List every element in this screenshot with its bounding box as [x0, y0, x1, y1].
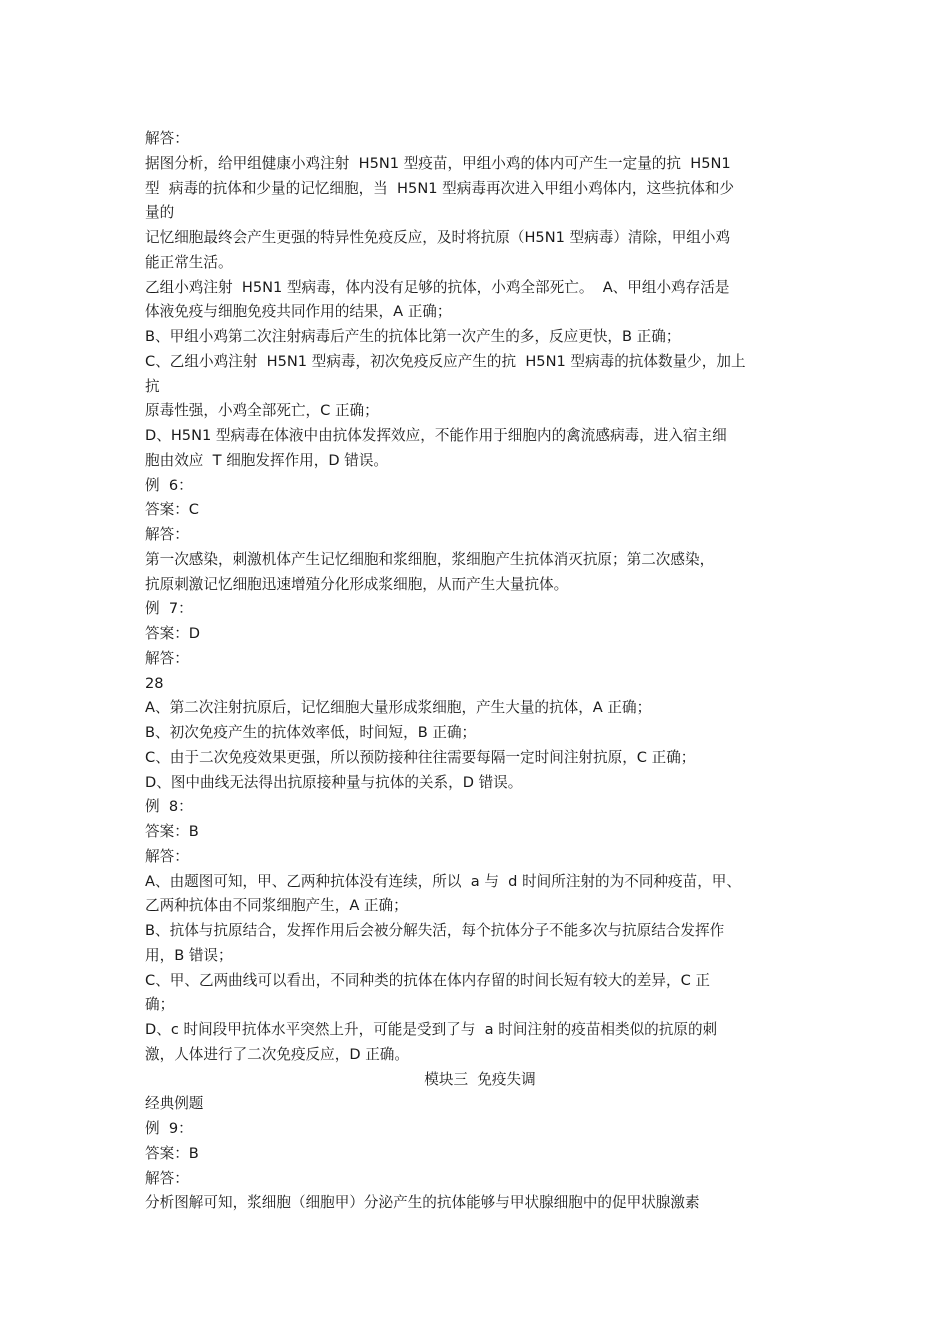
text-line: 解答： — [145, 130, 189, 147]
text-line: 用，B 错误； — [145, 946, 233, 964]
text-line: D、c 时间段甲抗体水平突然上升，可能是受到了与 a 时间注射的疫苗相类似的抗原的刺 — [145, 1021, 718, 1038]
answer-line: 答案：B — [145, 823, 199, 840]
text-line: B、初次免疫产生的抗体效率低，时间短，B 正确； — [145, 724, 477, 741]
text-line: 确； — [145, 996, 175, 1014]
solution-heading: 解答： — [145, 1169, 189, 1187]
text-line: 抗 — [145, 377, 160, 395]
example-heading: 例 7： — [145, 600, 193, 618]
text-line: D、H5N1 型病毒在体液中由抗体发挥效应，不能作用于细胞内的禽流感病毒，进入宿主细 — [145, 427, 727, 444]
text-line: 体液免疫与细胞免疫共同作用的结果，A 正确； — [145, 303, 452, 321]
answer-line: 答案：D — [145, 625, 201, 642]
document-page — [145, 127, 815, 1216]
text-line: 量的 — [145, 204, 175, 222]
answer-line: 答案：C — [145, 501, 199, 519]
section-title: 模块三 免疫失调 — [424, 1070, 536, 1088]
text-line: 第一次感染，刺激机体产生记忆细胞和浆细胞，浆细胞产生抗体消灭抗原；第二次感染， — [145, 550, 715, 568]
solution-heading: 解答： — [145, 526, 189, 543]
text-line: A、由题图可知，甲、乙两种抗体没有连续，所以 a 与 d 时间所注射的为不同种疫苗，甲、 — [145, 872, 741, 890]
text-line: 记忆细胞最终会产生更强的特异性免疫反应，及时将抗原（H5N1 型病毒）清除，甲组小鸡 — [145, 229, 731, 246]
text-line: C、乙组小鸡注射 H5N1 型病毒，初次免疫反应产生的抗 H5N1 型病毒的抗体数量少，加上 — [145, 352, 746, 370]
example-heading: 例 9： — [145, 1120, 193, 1137]
text-line: A、第二次注射抗原后，记忆细胞大量形成浆细胞，产生大量的抗体，A 正确； — [145, 699, 652, 717]
text-line: 型 病毒的抗体和少量的记忆细胞，当 H5N1 型病毒再次进入甲组小鸡体内，这些抗体和少 — [145, 179, 735, 197]
example-heading: 例 6： — [145, 476, 193, 494]
solution-heading: 解答： — [145, 649, 189, 667]
subsection-heading: 经典例题 — [145, 1095, 204, 1113]
text-line: D、图中曲线无法得出抗原接种量与抗体的关系，D 错误。 — [145, 773, 523, 791]
text-line: 能正常生活。 — [145, 253, 233, 271]
text-line: 激，人体进行了二次免疫反应，D 正确。 — [145, 1045, 409, 1063]
text-line: B、抗体与抗原结合，发挥作用后会被分解失活，每个抗体分子不能多次与抗原结合发挥作 — [145, 922, 725, 939]
text-line: 据图分析，给甲组健康小鸡注射 H5N1 型疫苗，甲组小鸡的体内可产生一定量的抗 H5N1 — [145, 154, 731, 172]
text-line: 乙两种抗体由不同浆细胞产生，A 正确； — [145, 897, 408, 915]
text-line: 抗原刺激记忆细胞迅速增殖分化形成浆细胞，从而产生大量抗体。 — [145, 575, 569, 593]
answer-line: 答案：B — [145, 1144, 199, 1162]
text-line: 分析图解可知，浆细胞（细胞甲）分泌产生的抗体能够与甲状腺细胞中的促甲状腺激素 — [145, 1194, 700, 1212]
page-number: 28 — [145, 674, 164, 692]
example-heading: 例 8： — [145, 798, 193, 816]
text-line: B、甲组小鸡第二次注射病毒后产生的抗体比第一次产生的多，反应更快，B 正确； — [145, 328, 681, 345]
text-line: 原毒性强，小鸡全部死亡，C 正确； — [145, 402, 379, 420]
solution-heading: 解答： — [145, 847, 189, 865]
text-line: C、甲、乙两曲线可以看出，不同种类的抗体在体内存留的时间长短有较大的差异，C 正 — [145, 971, 710, 989]
text-line: C、由于二次免疫效果更强，所以预防接种往往需要每隔一定时间注射抗原，C 正确； — [145, 748, 696, 766]
text-line: 胞由效应 T 细胞发挥作用，D 错误。 — [145, 451, 389, 469]
text-line: 乙组小鸡注射 H5N1 型病毒，体内没有足够的抗体，小鸡全部死亡。 A、甲组小鸡存活是 — [145, 278, 730, 296]
